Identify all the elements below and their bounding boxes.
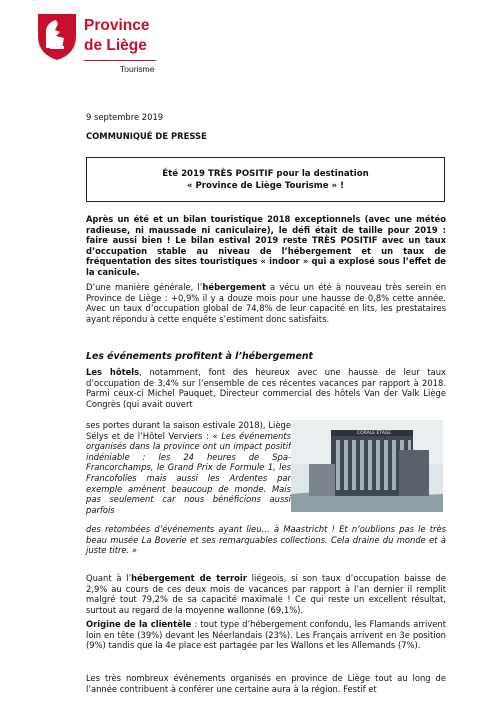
paragraph-terroir — [86, 573, 446, 615]
title-box — [86, 157, 445, 202]
text-run: Quant à l’ — [86, 573, 132, 583]
logo-line-1: Province — [84, 17, 150, 34]
bold-run: Origine de la clientèle — [86, 619, 192, 629]
text-run: D’une manière générale, l’ — [86, 282, 203, 292]
paragraph-hotels-intro — [86, 367, 446, 409]
text-run: a vécu un été à nouveau très serein en Province de Liège : +0,9% il y a douze mois pour une hausse de 0,8% cette année. Avec un taux d’occupation global de 74,8% de leur capacité en lits, les prestataires ayant répondu à cette enquête s’estiment donc satisfaits. — [86, 282, 446, 324]
text-run: : tout type d’hébergement confondu, les Flamands arrivent loin en tête (39%) devant les Néerlandais (23%). Les Français arrivent en 3e position (9%) tandis que la 4e place est partagée par les Wallons et les Allemands (7%). — [86, 619, 447, 651]
section-heading: Les événements profitent à l’hébergement — [86, 351, 314, 362]
logo-wordmark — [84, 16, 149, 56]
quote-run: « Les événements organisés dans la province ont un impact positif indéniable : les 24 heures de Spa-Francorchamps, le Grand Prix de Formule 1, les Francofolies mais aussi les Ardentes par exemple amènent beaucoup de monde. Mais pas seulement car nous bénéficions aussi parfois — [86, 430, 291, 515]
press-date: 9 septembre 2019 — [86, 112, 164, 122]
logo-subtitle: Tourisme — [120, 64, 155, 74]
paragraph-general — [86, 282, 446, 324]
title-line-1: Été 2019 TRÈS POSITIF pour la destination — [162, 168, 369, 179]
hotel-photo — [291, 420, 443, 512]
bold-run: hébergement de terroir — [131, 573, 247, 583]
lead-paragraph: Après un été et un bilan touristique 2018 exceptionnels (avec une météo radieuse, ni maussade ni caniculaire), le défi était de taille pour 2019 : faire aussi bien ! Le bilan estival 2019 reste TRÈS POSITIF avec un taux d’occupation stable au niveau de l’hébergement et un taux de fréquentation des sites touristiques « indoor » qui a explosé sous l’effet de la canicule. — [86, 214, 446, 277]
text-run: , notamment, font des heureux avec une hausse de leur taux d’occupation de 3,4% sur l’ensemble de ces récentes vacances par rapport à 2018. Parmi ceux-ci Michel Pauquet, Directeur commercial des hôtels Van der Valk Liège Congrès (qui avait ouvert — [86, 367, 446, 409]
paragraph-quote-end: des retombées d’événements ayant lieu… à Maastricht ! Et n’oublions pas le très beau musée La Boverie et ses remarquables collections. Cela draine du monde et à juste titre. » — [86, 524, 446, 556]
press-release-label: COMMUNIQUÉ DE PRESSE — [86, 131, 207, 141]
paragraph-events: Les très nombreux événements organisés en province de Liège tout au long de l’année contribuent à conférer une certaine aura à la région. Festif et — [86, 673, 446, 694]
logo-divider — [84, 60, 156, 61]
title-line-2: « Province de Liège Tourisme » ! — [186, 180, 345, 191]
paragraph-hotels-wrap — [86, 420, 291, 515]
text-run: liégeois, si son taux d’occupation baisse de 2,9% au cours de ces deux mois de vacances par rapport à l’an dernier il remplit malgré tout 79,2% de sa capacité maximale ! Ce qui reste un excellent résultat, surtout au regard de la moyenne wallonne (69,1%). — [86, 573, 446, 615]
province-coat-of-arms-icon — [34, 10, 80, 62]
photo-building-sign: CORALE ÉTAGE — [357, 431, 392, 436]
paragraph-origine — [86, 619, 446, 651]
bold-run: hébergement — [202, 282, 266, 292]
text-run: ses portes durant la saison estivale 2018), Liège Sélys et de l’Hôtel Verviers : — [86, 420, 291, 441]
logo-line-2: de Liège — [84, 37, 147, 54]
bold-run: Les hôtels — [86, 367, 140, 377]
province-logo — [34, 10, 174, 74]
